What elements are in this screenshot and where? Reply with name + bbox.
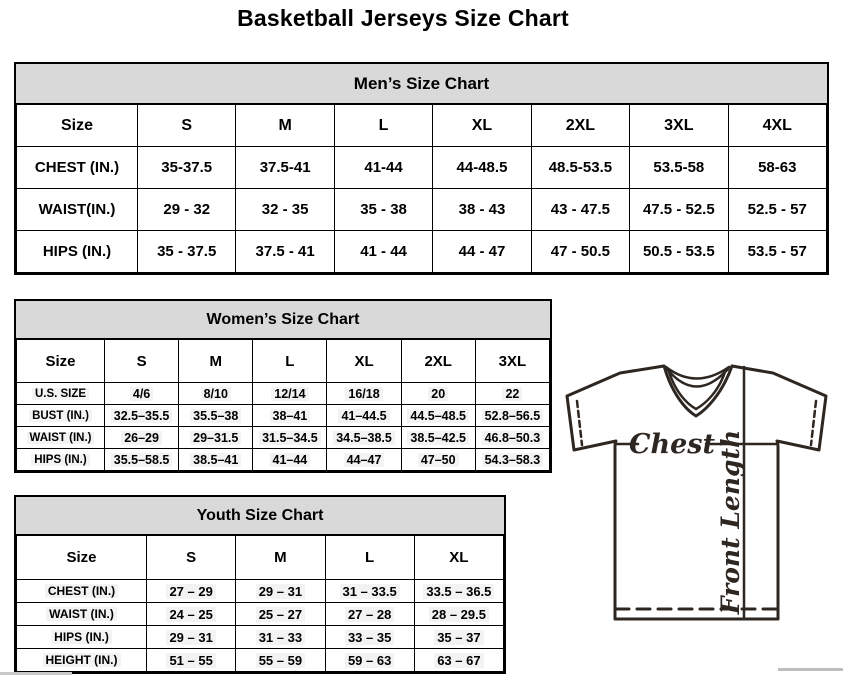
size-value-cell: 38–41 [253, 405, 327, 427]
jersey-measurement-diagram [553, 352, 843, 644]
size-value-cell: 4/6 [105, 383, 179, 405]
size-value-cell: 35 - 37.5 [138, 231, 236, 273]
size-value-cell: 35.5–58.5 [105, 449, 179, 471]
size-value-cell: 44–47 [327, 449, 401, 471]
size-value-cell: 51 – 55 [147, 649, 236, 672]
size-value-cell: 27 – 29 [147, 580, 236, 603]
table-row [17, 626, 504, 649]
womens-chart-title: Women’s Size Chart [16, 301, 550, 339]
table-row [17, 189, 827, 231]
size-value-cell: 47.5 - 52.5 [630, 189, 728, 231]
size-value-cell: 41-44 [334, 147, 432, 189]
size-header-cell: Size [17, 536, 147, 580]
size-header-cell: Size [17, 340, 105, 383]
column-header-cell: XL [327, 340, 401, 383]
row-label-cell: CHEST (IN.) [17, 147, 138, 189]
size-value-cell: 31.5–34.5 [253, 427, 327, 449]
size-value-cell: 58-63 [728, 147, 826, 189]
youth-chart-title: Youth Size Chart [16, 497, 504, 535]
size-value-cell: 52.8–56.5 [475, 405, 549, 427]
womens-table [16, 339, 550, 471]
row-label-cell: HIPS (IN.) [17, 231, 138, 273]
size-value-cell: 37.5 - 41 [236, 231, 334, 273]
table-row [17, 383, 550, 405]
column-header-cell: 2XL [531, 105, 629, 147]
front-length-label: Front Length [716, 429, 745, 615]
size-value-cell: 35-37.5 [138, 147, 236, 189]
size-value-cell: 53.5 - 57 [728, 231, 826, 273]
size-value-cell: 35.5–38 [179, 405, 253, 427]
youth-table [16, 535, 504, 672]
size-header-cell: Size [17, 105, 138, 147]
column-header-cell: S [138, 105, 236, 147]
size-value-cell: 44-48.5 [433, 147, 531, 189]
column-header-cell: L [334, 105, 432, 147]
size-value-cell: 37.5-41 [236, 147, 334, 189]
row-label-cell: U.S. SIZE [17, 383, 105, 405]
scrollbar-fragment-right [778, 668, 843, 671]
size-value-cell: 22 [475, 383, 549, 405]
size-value-cell: 35 - 38 [334, 189, 432, 231]
size-value-cell: 24 – 25 [147, 603, 236, 626]
size-value-cell: 32.5–35.5 [105, 405, 179, 427]
table-row [17, 580, 504, 603]
size-value-cell: 55 – 59 [236, 649, 325, 672]
table-row [17, 603, 504, 626]
column-header-cell: S [105, 340, 179, 383]
row-label-cell: WAIST(IN.) [17, 189, 138, 231]
row-label-cell: WAIST (IN.) [17, 603, 147, 626]
column-header-cell: M [236, 105, 334, 147]
size-value-cell: 38.5–41 [179, 449, 253, 471]
row-label-cell: WAIST (IN.) [17, 427, 105, 449]
size-value-cell: 41–44 [253, 449, 327, 471]
column-header-cell: L [253, 340, 327, 383]
size-value-cell: 16/18 [327, 383, 401, 405]
size-value-cell: 38 - 43 [433, 189, 531, 231]
column-header-cell: 2XL [401, 340, 475, 383]
column-header-cell: 3XL [630, 105, 728, 147]
size-value-cell: 41–44.5 [327, 405, 401, 427]
table-row [17, 427, 550, 449]
table-row [17, 231, 827, 273]
size-value-cell: 34.5–38.5 [327, 427, 401, 449]
page-title: Basketball Jerseys Size Chart [237, 5, 569, 31]
size-value-cell: 54.3–58.3 [475, 449, 549, 471]
size-value-cell: 25 – 27 [236, 603, 325, 626]
left-sleeve-dash [577, 401, 582, 445]
size-value-cell: 29–31.5 [179, 427, 253, 449]
table-row [17, 449, 550, 471]
column-header-cell: 4XL [728, 105, 826, 147]
size-value-cell: 53.5-58 [630, 147, 728, 189]
jersey-outline-shape [567, 366, 826, 619]
youth-size-chart [14, 495, 506, 674]
mens-table [16, 104, 827, 273]
column-header-cell: M [236, 536, 325, 580]
header-row [17, 340, 550, 383]
size-value-cell: 59 – 63 [325, 649, 414, 672]
chest-label: Chest [629, 429, 715, 460]
size-value-cell: 52.5 - 57 [728, 189, 826, 231]
size-value-cell: 33.5 – 36.5 [414, 580, 503, 603]
row-label-cell: CHEST (IN.) [17, 580, 147, 603]
size-value-cell: 31 – 33.5 [325, 580, 414, 603]
mens-size-chart [14, 62, 829, 275]
size-value-cell: 26–29 [105, 427, 179, 449]
size-value-cell: 12/14 [253, 383, 327, 405]
size-value-cell: 47–50 [401, 449, 475, 471]
row-label-cell: HIPS (IN.) [17, 626, 147, 649]
size-value-cell: 32 - 35 [236, 189, 334, 231]
size-value-cell: 29 - 32 [138, 189, 236, 231]
row-label-cell: BUST (IN.) [17, 405, 105, 427]
size-value-cell: 29 – 31 [147, 626, 236, 649]
column-header-cell: XL [414, 536, 503, 580]
size-value-cell: 27 – 28 [325, 603, 414, 626]
table-row [17, 649, 504, 672]
column-header-cell: S [147, 536, 236, 580]
column-header-cell: XL [433, 105, 531, 147]
size-value-cell: 28 – 29.5 [414, 603, 503, 626]
right-sleeve-dash [811, 401, 816, 445]
header-row [17, 536, 504, 580]
womens-size-chart [14, 299, 552, 473]
mens-chart-title: Men’s Size Chart [16, 64, 827, 104]
size-value-cell: 44.5–48.5 [401, 405, 475, 427]
column-header-cell: M [179, 340, 253, 383]
size-value-cell: 38.5–42.5 [401, 427, 475, 449]
size-value-cell: 8/10 [179, 383, 253, 405]
size-value-cell: 29 – 31 [236, 580, 325, 603]
table-row [17, 147, 827, 189]
size-value-cell: 33 – 35 [325, 626, 414, 649]
size-value-cell: 44 - 47 [433, 231, 531, 273]
size-value-cell: 35 – 37 [414, 626, 503, 649]
size-value-cell: 46.8–50.3 [475, 427, 549, 449]
column-header-cell: 3XL [475, 340, 549, 383]
size-value-cell: 20 [401, 383, 475, 405]
size-value-cell: 43 - 47.5 [531, 189, 629, 231]
row-label-cell: HIPS (IN.) [17, 449, 105, 471]
size-value-cell: 41 - 44 [334, 231, 432, 273]
header-row [17, 105, 827, 147]
row-label-cell: HEIGHT (IN.) [17, 649, 147, 672]
size-value-cell: 47 - 50.5 [531, 231, 629, 273]
size-value-cell: 48.5-53.5 [531, 147, 629, 189]
scrollbar-fragment-left [0, 672, 72, 675]
size-value-cell: 63 – 67 [414, 649, 503, 672]
table-row [17, 405, 550, 427]
column-header-cell: L [325, 536, 414, 580]
size-value-cell: 31 – 33 [236, 626, 325, 649]
size-value-cell: 50.5 - 53.5 [630, 231, 728, 273]
